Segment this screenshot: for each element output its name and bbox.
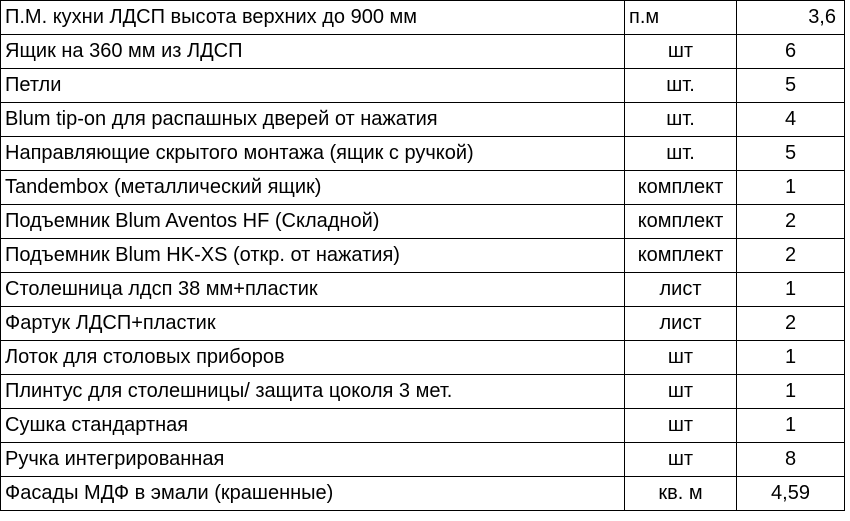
unit-cell[interactable]: комплект	[625, 205, 737, 239]
quantity-cell[interactable]: 1	[737, 341, 845, 375]
item-name-cell[interactable]: Ящик на 360 мм из ЛДСП	[1, 35, 625, 69]
item-name-cell[interactable]: Фасады МДФ в эмали (крашенные)	[1, 477, 625, 511]
table-row	[1, 1, 845, 35]
unit-cell[interactable]: п.м	[625, 1, 737, 35]
item-name-cell[interactable]: Столешница лдсп 38 мм+пластик	[1, 273, 625, 307]
item-name-cell[interactable]: Ручка интегрированная	[1, 443, 625, 477]
quantity-cell[interactable]: 2	[737, 239, 845, 273]
item-name-cell[interactable]: Подъемник Blum Aventos HF (Складной)	[1, 205, 625, 239]
item-name-cell[interactable]: Петли	[1, 69, 625, 103]
table-row	[1, 307, 845, 341]
unit-cell[interactable]: шт	[625, 443, 737, 477]
unit-cell[interactable]: лист	[625, 307, 737, 341]
unit-cell[interactable]: шт	[625, 35, 737, 69]
quantity-cell[interactable]: 1	[737, 171, 845, 205]
item-name-cell[interactable]: Направляющие скрытого монтажа (ящик с ручкой)	[1, 137, 625, 171]
item-name-cell[interactable]: Tandembox (металлический ящик)	[1, 171, 625, 205]
item-name-cell[interactable]: Плинтус для столешницы/ защита цоколя 3 мет.	[1, 375, 625, 409]
unit-cell[interactable]: комплект	[625, 171, 737, 205]
quantity-cell[interactable]: 1	[737, 273, 845, 307]
quantity-cell[interactable]: 2	[737, 205, 845, 239]
table-row	[1, 171, 845, 205]
item-name-cell[interactable]: Сушка стандартная	[1, 409, 625, 443]
table-row	[1, 137, 845, 171]
unit-cell[interactable]: шт	[625, 375, 737, 409]
table-row	[1, 409, 845, 443]
unit-cell[interactable]: шт.	[625, 103, 737, 137]
quantity-cell[interactable]: 1	[737, 409, 845, 443]
table-row	[1, 273, 845, 307]
quantity-cell[interactable]: 5	[737, 69, 845, 103]
table-row	[1, 205, 845, 239]
table-row	[1, 239, 845, 273]
quantity-cell[interactable]: 4,59	[737, 477, 845, 511]
quantity-cell[interactable]: 5	[737, 137, 845, 171]
unit-cell[interactable]: шт	[625, 409, 737, 443]
table-row	[1, 341, 845, 375]
unit-cell[interactable]: шт	[625, 341, 737, 375]
item-name-cell[interactable]: П.М. кухни ЛДСП высота верхних до 900 мм	[1, 1, 625, 35]
table-row	[1, 443, 845, 477]
unit-cell[interactable]: кв. м	[625, 477, 737, 511]
unit-cell[interactable]: шт.	[625, 69, 737, 103]
quantity-cell[interactable]: 2	[737, 307, 845, 341]
quantity-cell[interactable]: 1	[737, 375, 845, 409]
item-name-cell[interactable]: Подъемник Blum HK-XS (откр. от нажатия)	[1, 239, 625, 273]
unit-cell[interactable]: комплект	[625, 239, 737, 273]
table-row	[1, 35, 845, 69]
unit-cell[interactable]: шт.	[625, 137, 737, 171]
item-name-cell[interactable]: Blum tip-on для распашных дверей от нажатия	[1, 103, 625, 137]
unit-cell[interactable]: лист	[625, 273, 737, 307]
table-row	[1, 103, 845, 137]
item-name-cell[interactable]: Фартук ЛДСП+пластик	[1, 307, 625, 341]
quantity-cell[interactable]: 6	[737, 35, 845, 69]
table-row	[1, 477, 845, 511]
table-row	[1, 69, 845, 103]
table-row	[1, 375, 845, 409]
quantity-cell[interactable]: 8	[737, 443, 845, 477]
item-name-cell[interactable]: Лоток для столовых приборов	[1, 341, 625, 375]
quantity-cell[interactable]: 3,6	[737, 1, 845, 35]
quantity-cell[interactable]: 4	[737, 103, 845, 137]
